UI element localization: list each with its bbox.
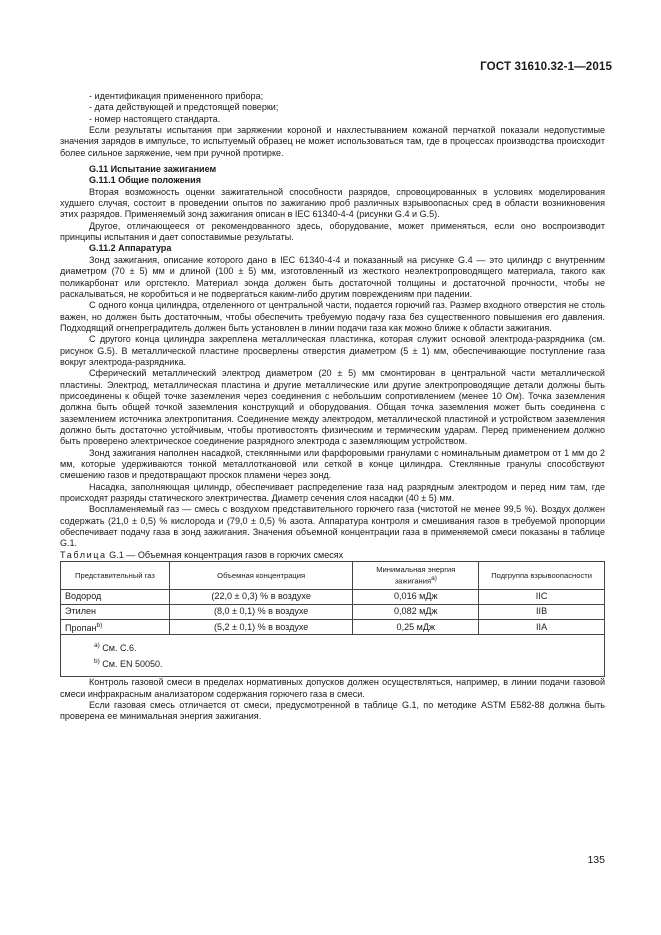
table-caption-prefix: Таблица xyxy=(60,549,107,560)
cell-gas: Этилен xyxy=(61,605,170,620)
table-notes-row xyxy=(61,635,605,677)
paragraph: Зонд зажигания наполнен насадкой, стеклянными или фарфоровыми гранулами с номинальным диаметром от 1 мм до 2 мм, которые удерживаются тонкой металлоткановой или сеткой в конце цилиндра. Стеклянные гранулы способствуют смешению газов и предотвращают проскок пламени через зонд. xyxy=(60,447,605,481)
cell-concentration: (8,0 ± 0,1) % в воздухе xyxy=(169,605,353,620)
header-gas: Представительный газ xyxy=(61,562,170,590)
paragraph: Другое, отличающееся от рекомендованного здесь, оборудование, может применяться, если оно воспроизводит принципы испытания и дает сопоставимые результаты. xyxy=(60,220,605,243)
paragraph-gas-control: Контроль газовой смеси в пределах нормативных допусков должен осуществляться, например, в линии подачи газовой смеси инфракрасным анализатором содержания горючего газа в смеси. xyxy=(60,677,605,699)
list-item: - идентификация примененного прибора; xyxy=(89,91,264,101)
paragraph: Сферический металлический электрод диаметром (20 ± 5) мм смонтирован в центральной части металлической пластины. Электрод, металлическая пластина и другие металлические или другие электропроводящие детали должны быть присоединены к общей точке заземления через соединения с небольшим сопротивлением (менее 10 Ом). Точка заземления должна быть общей точкой заземления конструкций и оборудования. Общая точка заземления может быть соединена с заземлением источника электропитания. Соединение между электродом, металлической пластиной и устройством заземления должно быть достаточно устойчивым, чтобы противостоять физическим и термическим ударам. Перед применением должно быть проверено электрическое соединение разрядного электрода с заземляющим устройством. xyxy=(60,368,605,447)
footnote-mark: b) xyxy=(96,622,103,630)
list-item: - дата действующей и предстоящей поверки; xyxy=(89,102,279,113)
cell-subgroup: IIB xyxy=(479,605,605,620)
table-row xyxy=(61,620,605,635)
paragraph-corona-result: Если результаты испытания при заряжении короной и нахлестыванием кожаной перчаткой показали недопустимые значения зарядов в импульсе, то испытуемый образец не может использоваться там, где в процессах производства происходит более сильное заряжение, чем при ручной протирке. xyxy=(60,125,605,158)
footnote-mark: a) xyxy=(94,642,100,650)
table-caption-text: G.1 — Объемная концентрация газов в горючих смесях xyxy=(106,549,344,560)
cell-energy: 0,25 мДж xyxy=(353,620,479,635)
cell-concentration: (22,0 ± 0,3) % в воздухе xyxy=(169,590,353,605)
table-row xyxy=(61,605,605,620)
cell-subgroup: IIC xyxy=(479,590,605,605)
table-note-text: См. С.6. xyxy=(99,643,137,654)
table-note xyxy=(94,639,604,655)
cell-energy: 0,082 мДж xyxy=(353,605,479,620)
paragraph: Зонд зажигания, описание которого дано в IEC 61340-4-4 и показанный на рисунке G.4 — это цилиндр с внутренним диаметром (70 ± 5) мм и длиной (100 ± 5) мм, изготовленный из жесткого неэлектропроводящего материала, такого как поликарбонат или оргстекло. Материал зонда должен быть достаточной толщины и достаточной прочности, чтобы не раскалываться, не коробиться и не подвергаться каким-либо другим повреждениям при падении. xyxy=(60,254,605,299)
paragraph: С одного конца цилиндра, отделенного от центральной части, подается горючий газ. Размер входного отверстия не столь важен, но должен быть достаточным, чтобы обеспечить требуемую подачу газа без существенного повышения его давления. Подходящий огнепреградитель должен быть установлен в линии подачи газа как можно ближе к области зажигания. xyxy=(60,300,605,333)
table-row xyxy=(61,590,605,605)
cell-concentration: (5,2 ± 0,1) % в воздухе xyxy=(169,620,353,635)
header-concentration: Объемная концентрация xyxy=(169,562,353,590)
cell-gas-label: Пропан xyxy=(65,623,97,634)
document-standard-number: ГОСТ 31610.32-1—2015 xyxy=(480,60,612,73)
cell-subgroup: IIA xyxy=(479,620,605,635)
gas-concentration-table xyxy=(60,561,605,677)
paragraph-astm: Если газовая смесь отличается от смеси, предусмотренной в таблице G.1, по методике ASTM E582-88 должна быть проверена ее минимальная энергия зажигания. xyxy=(60,700,605,722)
table-note xyxy=(94,655,604,671)
table-header-row xyxy=(61,562,605,590)
paragraph: С другого конца цилиндра закреплена металлическая пластинка, которая служит основой электрода-разрядника (см. рисунок G.5). В металлической пластине просверлены отверстия диаметром (5 ± 1) мм, обеспечивающие поступление газа вокруг электрода-разрядника. xyxy=(60,334,605,367)
cell-energy: 0,016 мДж xyxy=(353,590,479,605)
paragraph: Вторая возможность оценки зажигательной способности разрядов, спровоцированных в условиях моделирования худшего случая, состоит в проведении опытов по зажиганию проб различных взрывоопасных сред в области возникновения этих разрядов. Применяемый зонд зажигания описан в IEC 61340-4-4 (рисунки G.4 и G.5). xyxy=(60,186,605,220)
table-notes xyxy=(61,635,605,677)
list-item: - номер настоящего стандарта. xyxy=(89,113,221,124)
header-energy xyxy=(353,562,479,590)
header-subgroup: Подгруппа взрывоопасности xyxy=(479,562,605,590)
footnote-mark: b) xyxy=(94,658,100,666)
heading-g11: G.11 Испытание зажиганием xyxy=(89,164,217,175)
paragraph: Воспламеняемый газ — смесь с воздухом представительного горючего газа (чистотой не менее 99,5 %). Воздух должен содержать (21,0 ± 0,5) % кислорода и (79,0 ± 0,5) % азота. Аппаратура контроля и смешивания газов в требуемой пропорции обеспечивает подачу газа в зонд зажигания. Значения объемной концентрации газа в применяемой смеси показаны в таблице G.1. xyxy=(60,504,605,549)
table-note-text: См. EN 50050. xyxy=(99,659,163,670)
page-content xyxy=(60,91,605,723)
cell-gas xyxy=(61,620,170,635)
heading-g111: G.11.1 Общие положения xyxy=(89,175,201,186)
heading-g112: G.11.2 Аппаратура xyxy=(89,243,172,254)
page-number: 135 xyxy=(587,854,605,866)
footnote-mark: a) xyxy=(431,575,437,583)
header-energy-label: Минимальная энергия зажигания xyxy=(376,564,456,586)
table-caption xyxy=(60,550,605,561)
cell-gas: Водород xyxy=(61,590,170,605)
paragraph: Насадка, заполняющая цилиндр, обеспечивает распределение газа над разрядным электродом и перед ним там, где происходят разряды статического электричества. Диаметр сечения слоя насадки (40 ± 5) мм. xyxy=(60,481,605,504)
